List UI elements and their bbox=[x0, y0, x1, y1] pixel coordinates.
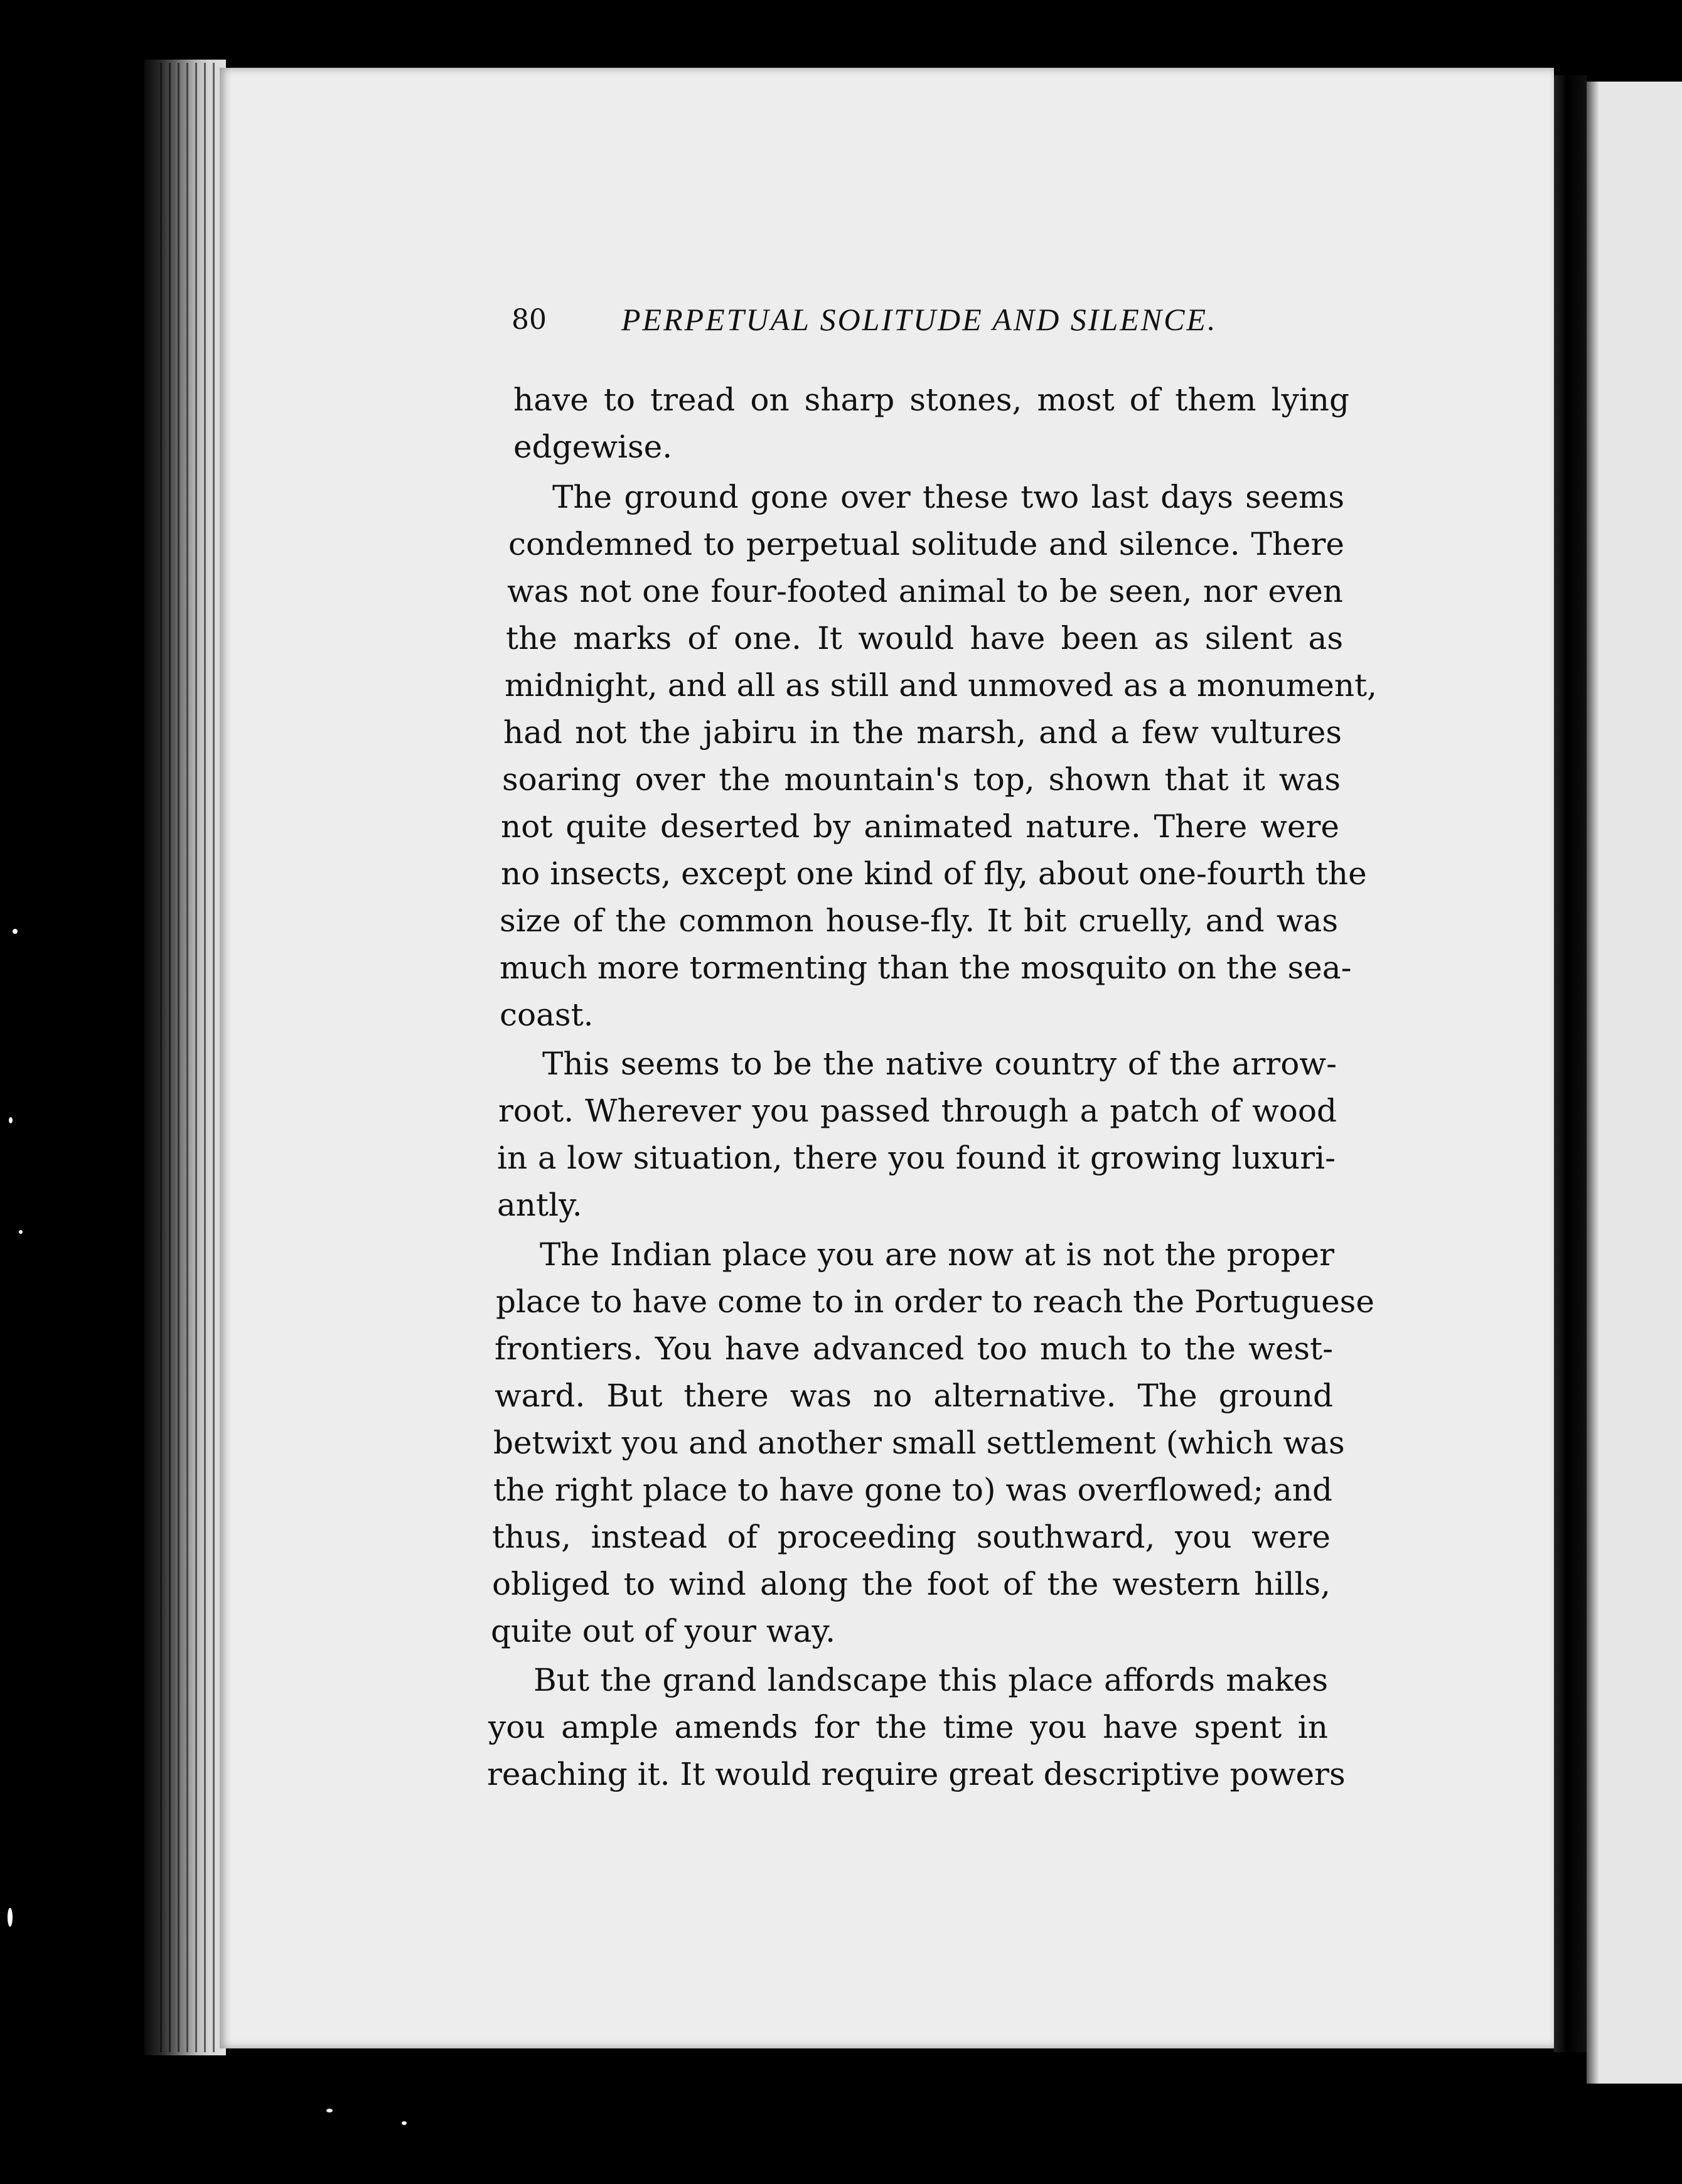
text-line: place to have come to in order to reach the Portuguese bbox=[496, 1283, 1374, 1320]
page-number: 80 bbox=[512, 304, 547, 336]
text-line: ward. But there was no alternative. The ground bbox=[495, 1378, 1333, 1414]
facing-page bbox=[1587, 82, 1682, 2084]
running-title: PERPETUAL SOLITUDE AND SILENCE. bbox=[621, 302, 1218, 337]
text-line: midnight, and all as still and unmoved as a monument, bbox=[505, 667, 1378, 704]
text-line: This seems to be the native country of the arrow- bbox=[542, 1046, 1337, 1082]
text-line: coast. bbox=[500, 997, 594, 1033]
text-line: betwixt you and another small settlement (which was bbox=[493, 1425, 1345, 1461]
text-line: size of the common house-fly. It bit cruelly, and was bbox=[500, 902, 1338, 939]
page-stack-lines bbox=[160, 63, 217, 2052]
text-line: quite out of your way. bbox=[491, 1613, 836, 1649]
text-line: you ample amends for the time you have spent in bbox=[488, 1709, 1328, 1745]
running-head bbox=[512, 300, 1265, 344]
facing-page-shadow bbox=[1587, 82, 1599, 2084]
text-line: root. Wherever you passed through a patch of wood bbox=[498, 1093, 1337, 1129]
text-line: was not one four-footed animal to be seen, nor even bbox=[507, 573, 1343, 609]
scan-speck bbox=[9, 1117, 13, 1123]
text-line: the marks of one. It would have been as silent as bbox=[506, 620, 1343, 656]
text-line: frontiers. You have advanced too much to the west- bbox=[495, 1330, 1333, 1367]
scan-speck bbox=[19, 1230, 23, 1234]
text-line: The ground gone over these two last days seems bbox=[552, 479, 1344, 515]
text-line: the right place to have gone to) was overflowed; and bbox=[493, 1472, 1332, 1508]
text-line: soaring over the mountain's top, shown that it was bbox=[502, 761, 1341, 798]
scan-speck bbox=[402, 2121, 407, 2125]
text-line: edgewise. bbox=[513, 429, 673, 465]
text-line: not quite deserted by animated nature. There were bbox=[501, 808, 1339, 845]
text-line: thus, instead of proceeding southward, you were bbox=[492, 1519, 1331, 1555]
text-line: have to tread on sharp stones, most of them lying bbox=[513, 382, 1349, 418]
text-line: The Indian place you are now at is not the proper bbox=[540, 1236, 1334, 1273]
text-line: had not the jabiru in the marsh, and a few vultures bbox=[503, 714, 1342, 751]
text-line: reaching it. It would require great descriptive powers bbox=[487, 1756, 1346, 1792]
text-line: much more tormenting than the mosquito on the sea- bbox=[500, 950, 1352, 986]
text-line: But the grand landscape this place affords makes bbox=[533, 1662, 1328, 1698]
text-line: no insects, except one kind of fly, about one-fourth the bbox=[501, 855, 1367, 892]
scan-speck bbox=[8, 1908, 13, 1927]
scan-speck bbox=[326, 2109, 333, 2112]
text-line: antly. bbox=[497, 1187, 582, 1223]
book-gutter bbox=[1554, 75, 1587, 2052]
text-line: obliged to wind along the foot of the western hills, bbox=[492, 1566, 1331, 1602]
text-line: condemned to perpetual solitude and silence. There bbox=[508, 526, 1344, 562]
text-line: in a low situation, there you found it growing luxuri- bbox=[497, 1140, 1336, 1176]
scan-speck bbox=[13, 929, 18, 934]
